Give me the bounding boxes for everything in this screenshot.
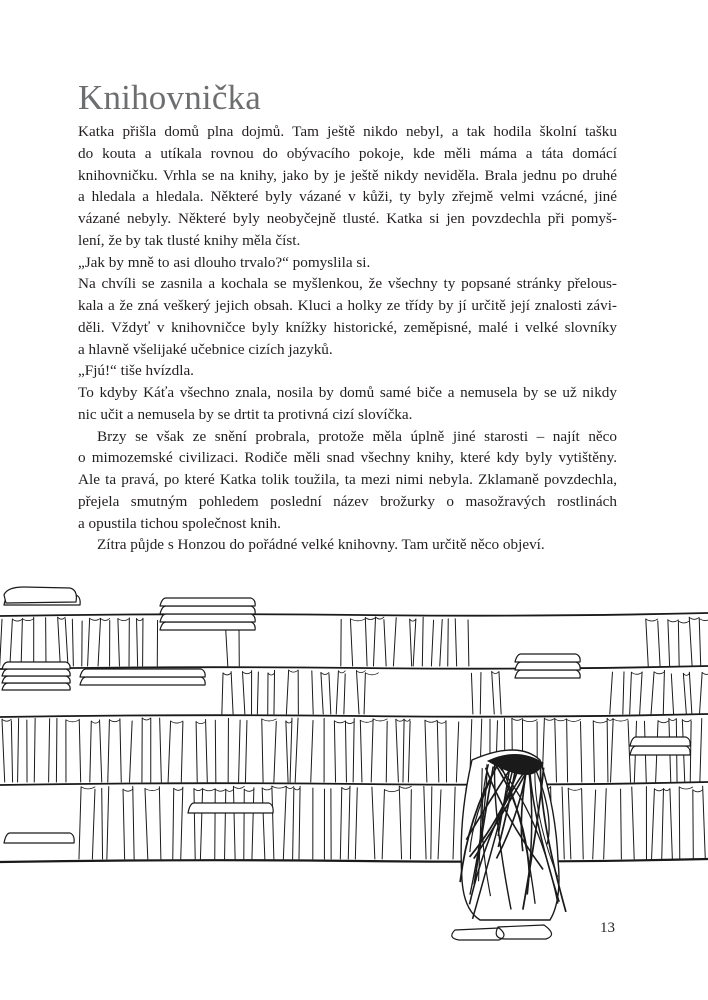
book-spine — [456, 722, 458, 782]
book-stack — [80, 669, 205, 677]
book-spine — [365, 618, 367, 666]
book-spine — [437, 721, 439, 782]
book-stack — [160, 622, 255, 630]
book-spine — [79, 787, 81, 859]
book-spine — [233, 786, 235, 859]
book-stack — [2, 676, 70, 683]
shelf-board — [0, 714, 708, 717]
body-text — [78, 121, 617, 556]
book-spine — [56, 718, 57, 782]
book-spine — [651, 672, 654, 714]
book-spine — [425, 720, 427, 782]
book-spine — [290, 718, 292, 782]
book-spine — [120, 719, 121, 782]
book-spine — [471, 673, 472, 714]
book-spine — [671, 674, 673, 714]
book-top — [689, 617, 699, 619]
book-spine — [345, 722, 346, 782]
book-top — [137, 619, 143, 621]
girl-figure — [452, 750, 566, 940]
book-spine — [311, 720, 313, 782]
book-spine — [555, 719, 557, 782]
book-spine — [262, 719, 263, 782]
text-line: děli. Vždyť v knihovničce byly knížky historické, zeměpisné, malé i velké slovníky — [78, 318, 617, 336]
book-spine — [663, 670, 664, 714]
book-top — [679, 787, 693, 789]
text-line: knihovničku. Vrhla se na knihy, jako by je ještě nikdy neviděla. Brala jednu po druhé — [78, 166, 617, 184]
book-spine — [403, 719, 404, 782]
book-spine — [468, 620, 469, 666]
book-spine — [21, 619, 22, 666]
text-line: kala a že zná veškerý jejich obsah. Kluci a holky ze třídy by jí určitě její znalosti závi- — [78, 297, 617, 314]
book-top — [215, 789, 226, 791]
book-top — [174, 788, 183, 790]
book-top — [262, 719, 277, 721]
book-spine — [440, 619, 442, 666]
book-spine — [312, 671, 313, 714]
book-spine — [159, 787, 161, 859]
book-top — [646, 619, 658, 621]
book-spine — [689, 672, 691, 714]
text-line: a opustila tichou společnost knih. — [78, 514, 281, 532]
book-spine — [422, 617, 423, 666]
book-top — [396, 719, 404, 721]
book-spine — [100, 720, 102, 782]
book-top — [568, 788, 581, 790]
book-spine — [431, 620, 433, 666]
book-spine — [632, 787, 634, 859]
book-spine — [610, 672, 613, 714]
book-stack — [4, 833, 74, 843]
book-top — [2, 719, 11, 721]
book-spine — [283, 786, 286, 859]
text-line: do kouta a utíkala rovnou do obývacího pokoje, kde měli máma a táta domácí — [78, 144, 617, 162]
book-spine — [168, 721, 170, 782]
book-spine — [700, 718, 702, 782]
book-top — [243, 672, 252, 674]
book-spine — [215, 720, 216, 782]
book-spine — [107, 787, 109, 859]
book-top — [90, 618, 101, 620]
book-spine — [200, 789, 202, 859]
book-top — [682, 720, 691, 722]
book-spine — [137, 619, 138, 666]
book-spine — [130, 721, 133, 782]
book-spine — [396, 719, 399, 782]
book-spine — [11, 721, 12, 782]
book-spine — [630, 672, 632, 714]
book-spine — [194, 789, 195, 859]
text-line: lení, že by tak tlusté knihy měla číst. — [78, 231, 301, 249]
book-top — [593, 721, 607, 723]
book-spine — [455, 619, 456, 666]
book-spine — [181, 787, 183, 859]
book-spine — [384, 620, 386, 666]
book-spine — [118, 619, 120, 666]
book-spine — [355, 788, 357, 859]
book-top — [294, 788, 300, 790]
book-spine — [408, 721, 410, 782]
book-spine — [658, 621, 660, 666]
book-top — [663, 789, 669, 791]
book-spine — [580, 722, 581, 782]
book-spine — [272, 786, 274, 859]
book-spine — [703, 786, 706, 859]
book-top — [145, 789, 159, 791]
book-top — [678, 621, 689, 623]
book-top — [669, 719, 676, 721]
book-top — [544, 718, 554, 720]
book-spine — [231, 672, 233, 714]
book-spine — [492, 672, 495, 714]
book-spine — [446, 721, 447, 782]
book-top — [12, 619, 22, 621]
book-top — [410, 619, 416, 621]
book-spine — [386, 721, 387, 782]
book-top — [373, 719, 387, 721]
book-top — [194, 789, 203, 791]
book-spine — [252, 788, 254, 859]
book-spine — [90, 721, 91, 782]
book-spine — [424, 786, 426, 859]
book-spine — [372, 787, 375, 859]
book-top — [244, 789, 254, 791]
book-spine — [344, 674, 345, 714]
book-spine — [108, 720, 110, 782]
shelf-board — [0, 859, 708, 862]
book-top — [658, 721, 669, 723]
text-line: To kdyby Káťa všechno znala, nosila by domů samé biče a nemusela by se už nikdy — [78, 384, 617, 401]
text-line: a hledala a hledala. Některé byly vázané v kůži, ty byly zřejmě velmi vzácné, jiné — [78, 188, 617, 206]
book-top — [699, 619, 708, 621]
book-stack — [630, 746, 690, 755]
book-spine — [448, 619, 449, 666]
book-stack — [515, 670, 580, 678]
book-stack — [2, 669, 70, 676]
book-spine — [668, 620, 670, 666]
book-spine — [274, 721, 276, 782]
book-spine — [382, 790, 384, 859]
book-spine — [628, 721, 631, 782]
book-top — [384, 790, 399, 792]
book-top — [268, 673, 275, 675]
book-top — [223, 673, 231, 675]
shelf-board — [0, 782, 708, 785]
book-spine — [689, 617, 692, 666]
book-top — [286, 721, 292, 723]
book-top — [101, 618, 110, 620]
book-top — [338, 671, 345, 673]
book-top — [683, 673, 689, 675]
book-stack — [515, 654, 580, 662]
book-top — [365, 673, 378, 675]
book-spine — [623, 672, 624, 714]
text-line: vázané nebyly. Některé byly neobyčejně tlusté. Katka si jen povzdechla při pomyš- — [78, 210, 617, 227]
book-top — [522, 720, 537, 722]
book-spine — [18, 718, 19, 782]
book-top — [437, 721, 446, 723]
book-top — [118, 619, 129, 621]
book-spine — [700, 672, 703, 714]
book-spine — [499, 672, 501, 714]
book-top — [360, 720, 373, 722]
girl-body — [461, 750, 559, 920]
book-spine — [58, 617, 61, 666]
book-top — [631, 672, 642, 674]
book-top — [702, 672, 708, 674]
girl-feet — [452, 925, 552, 940]
book-spine — [356, 671, 359, 714]
book-top — [262, 788, 272, 790]
book-spine — [239, 720, 241, 782]
book-spine — [321, 673, 323, 714]
text-line: Zítra půjde s Honzou do pořádné velké knihovny. Tam určitě něco objeví. — [97, 536, 545, 554]
book-spine — [274, 670, 275, 714]
book-spine — [0, 619, 2, 666]
book-top — [22, 619, 33, 621]
book-spine — [670, 789, 672, 859]
book-spine — [329, 674, 331, 714]
book-top — [203, 789, 216, 791]
book-spine — [438, 790, 441, 859]
book-spine — [65, 619, 68, 666]
book-top — [123, 789, 133, 791]
book-spine — [604, 789, 607, 859]
book-spine — [348, 786, 350, 859]
book-top — [376, 617, 384, 619]
book-spine — [123, 789, 125, 859]
book-top — [81, 787, 95, 789]
book-spine — [371, 719, 373, 782]
book-spine — [286, 721, 288, 782]
book-spine — [593, 790, 596, 859]
text-line: o mimozemské civilizaci. Rodiče měli snad všechny knihy, které kdy byly vytištěny. — [78, 449, 617, 467]
book-spine — [334, 721, 335, 782]
book-spine — [350, 619, 352, 666]
text-line: Brzy se však ze snění probrala, protože měla úplně jiné starosti – najít něco — [97, 427, 617, 445]
book-spine — [196, 722, 197, 782]
book-spine — [243, 672, 245, 714]
book-spine — [257, 672, 258, 714]
book-top — [567, 719, 581, 721]
text-line: „Jak by mně to asi dlouho trvalo?“ pomyslila si. — [78, 253, 371, 271]
book-top — [286, 786, 294, 788]
book-spine — [2, 719, 5, 782]
book-stack — [80, 677, 205, 685]
book-stack — [188, 803, 273, 813]
book-spine — [10, 619, 13, 666]
text-line: Katka přišla domů plna dojmů. Tam ještě nikdo nebyl, a tak hodila školní tašku — [78, 123, 617, 140]
book-stack — [160, 614, 255, 622]
book-spine — [206, 720, 208, 782]
book-top — [342, 787, 350, 789]
book-spine — [133, 786, 134, 859]
book-spine — [679, 787, 680, 859]
book-spine — [373, 617, 375, 666]
page-number: 13 — [600, 920, 615, 936]
book-spine — [181, 722, 183, 782]
book-spine — [102, 788, 103, 859]
book-top — [272, 786, 286, 788]
book-spine — [582, 789, 584, 859]
book-spine — [340, 787, 341, 859]
book-spine — [353, 719, 354, 782]
book-spine — [611, 719, 614, 782]
book-top — [607, 718, 613, 720]
book-top — [654, 789, 663, 791]
book-spine — [160, 718, 162, 782]
book-spine — [34, 718, 35, 782]
book-top — [512, 718, 523, 720]
book-spine — [607, 718, 608, 782]
book-top — [492, 672, 499, 674]
book-spine — [79, 719, 80, 782]
book-top — [345, 722, 354, 724]
book-top — [142, 718, 151, 720]
book-top — [350, 619, 365, 621]
book-stack — [2, 683, 70, 690]
book-spine — [222, 673, 223, 714]
book-top — [668, 620, 678, 622]
book-top — [404, 719, 410, 721]
book-stack — [160, 606, 255, 614]
book-spine — [453, 787, 455, 859]
book-spine — [410, 619, 412, 666]
book-top — [289, 670, 299, 672]
book-spine — [480, 672, 481, 714]
book-stack — [630, 737, 690, 746]
book-spine — [72, 619, 73, 666]
book-spine — [567, 719, 568, 782]
book-top — [66, 720, 79, 722]
book-spine — [621, 789, 622, 859]
book-top — [613, 719, 628, 721]
book-top — [233, 786, 244, 788]
book-spine — [299, 786, 300, 859]
text-line: nic učit a nemusela by se drtit ta protivná cizí slovíčka. — [78, 405, 413, 423]
book-spine — [245, 720, 247, 782]
book-top — [365, 618, 375, 620]
book-top — [693, 790, 703, 792]
book-stack — [2, 662, 70, 669]
book-top — [91, 721, 99, 723]
book-top — [226, 789, 234, 791]
page-title: Knihovnička — [78, 78, 261, 117]
book-spine — [568, 788, 571, 859]
book-top — [196, 722, 205, 724]
text-line: „Fjú!“ tiše hvízdla. — [78, 362, 194, 380]
book-top — [654, 672, 664, 674]
book-spine — [336, 671, 338, 714]
book-top — [425, 720, 437, 722]
book-top — [109, 720, 119, 722]
book-top — [58, 617, 66, 619]
book-spine — [145, 789, 148, 859]
book-spine — [360, 720, 362, 782]
book-spine — [646, 619, 648, 666]
book-spine — [699, 619, 701, 666]
book-spine — [98, 618, 101, 666]
book-stack — [4, 587, 76, 603]
book-spine — [262, 788, 265, 859]
book-top — [555, 719, 567, 721]
book-spine — [393, 618, 396, 666]
book-top — [334, 721, 345, 723]
book-spine — [286, 670, 288, 714]
book-spine — [593, 721, 594, 782]
book-spine — [364, 673, 365, 714]
book-spine — [662, 789, 664, 859]
book-spine — [678, 621, 679, 666]
book-top — [171, 721, 183, 723]
book-stack — [160, 598, 255, 606]
book-spine — [652, 789, 655, 859]
text-line: přejela smutným pohledem poslední název brožurky o masožravých rostlinách — [78, 492, 617, 510]
book-spine — [295, 718, 298, 782]
text-line: a hlavně všelijaké učebnice cizích jazyků. — [78, 340, 333, 358]
book-spine — [683, 673, 686, 714]
book-spine — [410, 790, 411, 859]
book-stack — [515, 662, 580, 670]
book-spine — [92, 789, 95, 859]
book-spine — [399, 786, 401, 859]
book-spine — [413, 619, 416, 666]
text-line: Ale ta pravá, po které Katka tolik toužila, ta mezi nimi nebyla. Zklamaně povzdechla, — [78, 471, 617, 488]
book-spine — [88, 618, 90, 666]
book-spine — [640, 672, 642, 714]
book-top — [356, 671, 365, 673]
book-top — [321, 673, 329, 675]
book-spine — [562, 787, 564, 859]
book-top — [399, 786, 411, 788]
text-line: Na chvíli se zasnila a kochala se myšlenkou, že všechny ty popsané stránky přelous- — [78, 275, 617, 293]
book-spine — [293, 788, 294, 859]
book-spine — [225, 789, 226, 859]
book-spine — [173, 788, 174, 859]
book-spine — [431, 787, 432, 859]
book-spine — [49, 719, 50, 782]
shelf-board — [0, 613, 708, 616]
